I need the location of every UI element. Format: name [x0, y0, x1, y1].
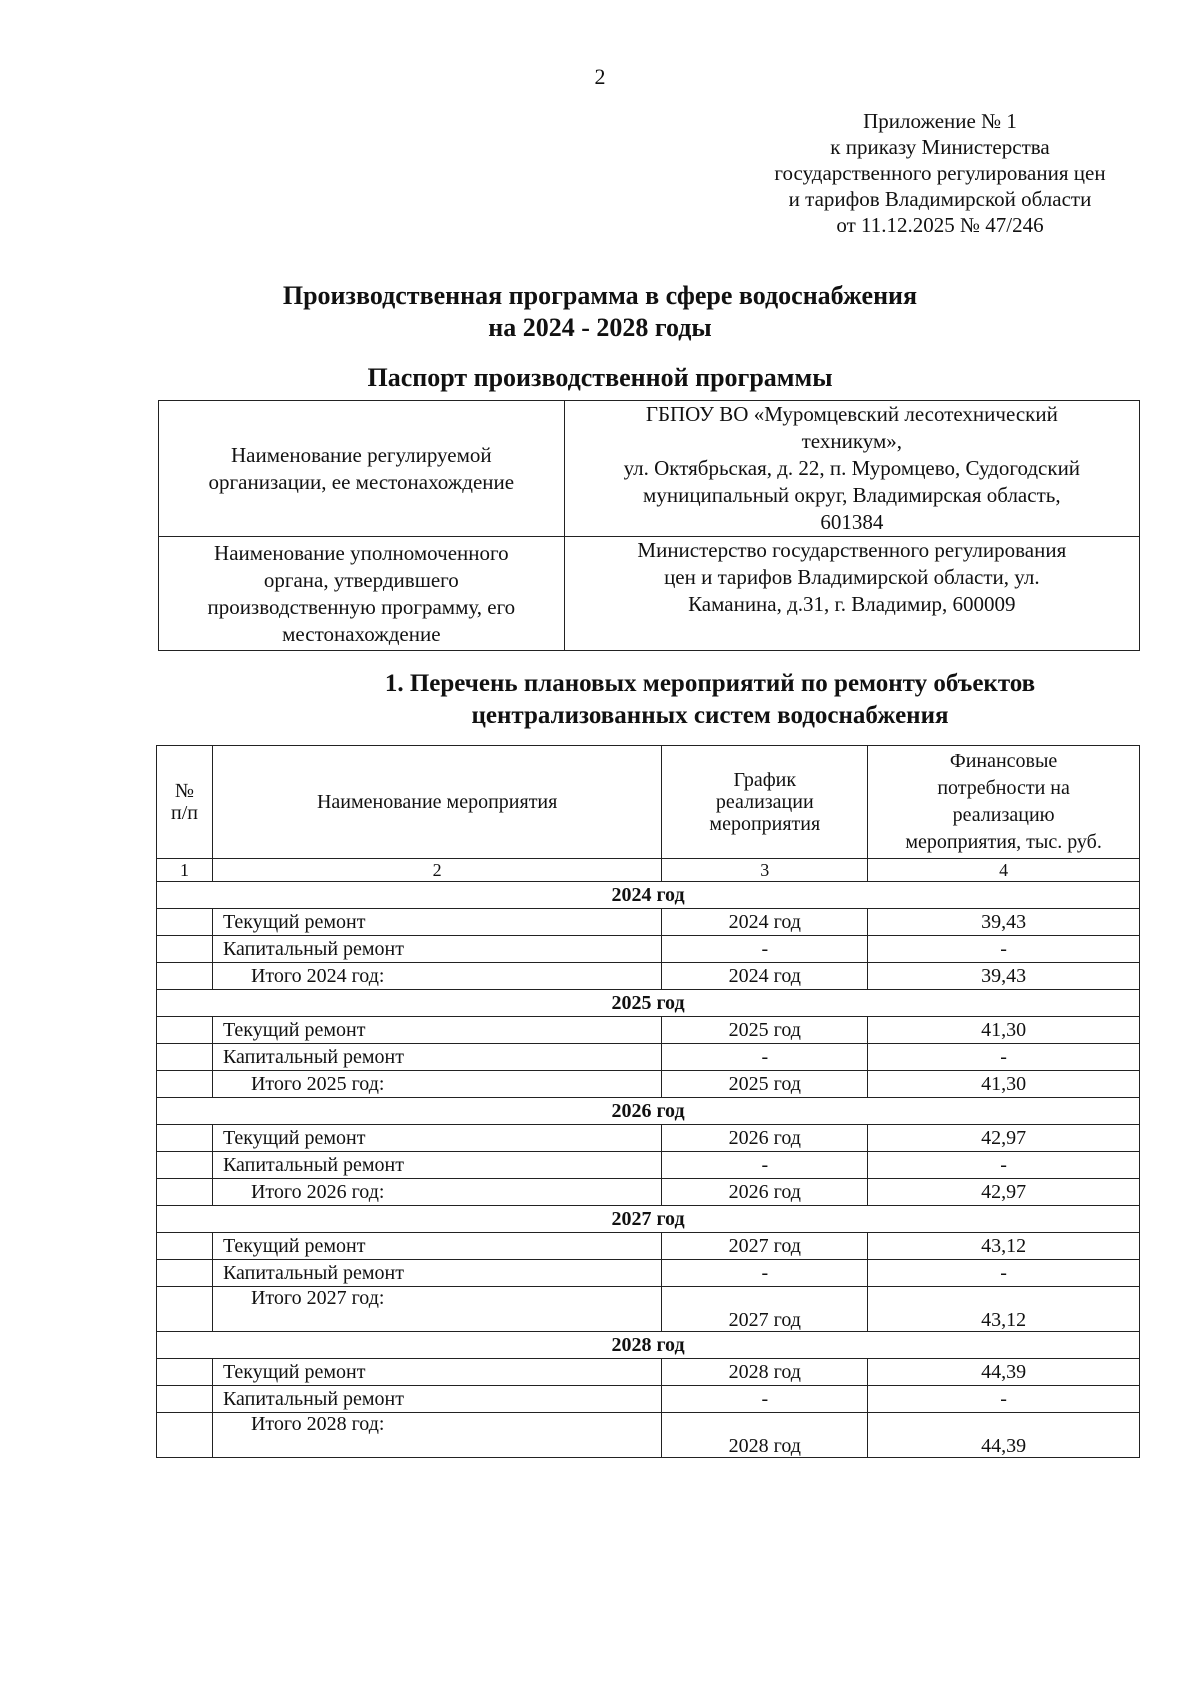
total-row — [157, 1179, 1140, 1206]
row-number-cell — [157, 909, 213, 936]
appendix-line: к приказу Министерства — [830, 135, 1050, 159]
column-number: 1 — [157, 859, 213, 882]
total-row — [157, 1413, 1140, 1458]
table-row — [157, 1125, 1140, 1152]
header-finance — [868, 746, 1140, 859]
column-number: 4 — [868, 859, 1140, 882]
passport-label-line: местонахождение — [282, 621, 441, 646]
year-title: 2027 год — [157, 1206, 1140, 1233]
measure-name: Капитальный ремонт — [212, 1152, 661, 1179]
amount-cell: 43,12 — [868, 1233, 1140, 1260]
header-line: п/п — [170, 802, 198, 824]
appendix-line: и тарифов Владимирской области — [788, 187, 1092, 211]
measure-name: Итого 2026 год: — [212, 1179, 661, 1206]
column-numbers-row — [157, 859, 1140, 882]
appendix-line: от 11.12.2025 № 47/246 — [836, 213, 1044, 237]
passport-value-cell — [564, 537, 1139, 651]
year-header-row — [157, 990, 1140, 1017]
schedule-cell: 2025 год — [662, 1071, 868, 1098]
header-num — [157, 746, 213, 859]
row-number-cell — [157, 1179, 213, 1206]
column-number: 3 — [662, 859, 868, 882]
measure-name: Итого 2028 год: — [212, 1413, 661, 1458]
schedule-cell: 2024 год — [662, 963, 868, 990]
schedule-cell: 2028 год — [662, 1413, 868, 1458]
amount-cell: 41,30 — [868, 1071, 1140, 1098]
section-title-line: централизованных систем водоснабжения — [471, 702, 949, 729]
passport-value-line: цен и тарифов Владимирской области, ул. — [664, 565, 1040, 589]
document-title — [0, 280, 1200, 344]
passport-row-authority — [159, 537, 1140, 651]
row-number-cell — [157, 1260, 213, 1287]
schedule-cell: 2027 год — [662, 1233, 868, 1260]
header-line: График — [733, 769, 797, 791]
total-row — [157, 963, 1140, 990]
passport-label-cell — [159, 401, 565, 537]
appendix-block — [720, 108, 1160, 238]
table-row — [157, 1260, 1140, 1287]
table-row — [157, 1017, 1140, 1044]
row-number-cell — [157, 1125, 213, 1152]
appendix-line: Приложение № 1 — [863, 109, 1017, 133]
passport-label-line: Наименование регулируемой — [231, 442, 492, 467]
row-number-cell — [157, 1413, 213, 1458]
passport-value-line: Министерство государственного регулирования — [637, 538, 1067, 562]
title-line: Производственная программа в сфере водоснабжения — [282, 281, 918, 310]
passport-table — [158, 400, 1140, 651]
schedule-cell: 2027 год — [662, 1287, 868, 1332]
row-number-cell — [157, 1071, 213, 1098]
row-number-cell — [157, 936, 213, 963]
total-row — [157, 1287, 1140, 1332]
title-line: на 2024 - 2028 годы — [488, 313, 712, 342]
year-title: 2026 год — [157, 1098, 1140, 1125]
amount-cell: - — [868, 1044, 1140, 1071]
amount-cell: 41,30 — [868, 1017, 1140, 1044]
passport-label-line: производственную программу, его — [207, 594, 516, 619]
row-number-cell — [157, 963, 213, 990]
schedule-cell: 2026 год — [662, 1125, 868, 1152]
table-row — [157, 1152, 1140, 1179]
header-line: Финансовые — [949, 750, 1058, 772]
passport-value-line: ГБПОУ ВО «Муромцевский лесотехнический — [645, 402, 1058, 426]
row-number-cell — [157, 1386, 213, 1413]
table-row — [157, 1044, 1140, 1071]
header-schedule — [662, 746, 868, 859]
year-title: 2025 год — [157, 990, 1140, 1017]
schedule-cell: - — [662, 936, 868, 963]
appendix-line: государственного регулирования цен — [774, 161, 1106, 185]
measure-name: Текущий ремонт — [212, 909, 661, 936]
schedule-cell: 2028 год — [662, 1359, 868, 1386]
amount-cell: - — [868, 1152, 1140, 1179]
year-header-row — [157, 1098, 1140, 1125]
year-header-row — [157, 882, 1140, 909]
header-line: мероприятия, тыс. руб. — [905, 831, 1102, 853]
measure-name: Капитальный ремонт — [212, 1260, 661, 1287]
measure-name: Итого 2024 год: — [212, 963, 661, 990]
year-header-row — [157, 1206, 1140, 1233]
amount-cell: 43,12 — [868, 1287, 1140, 1332]
measure-name: Капитальный ремонт — [212, 1386, 661, 1413]
section-title-line: 1. Перечень плановых мероприятий по ремонту объектов — [384, 670, 1036, 697]
measure-name: Итого 2027 год: — [212, 1287, 661, 1332]
plan-body — [157, 882, 1140, 1458]
table-row — [157, 909, 1140, 936]
measure-name: Текущий ремонт — [212, 1017, 661, 1044]
schedule-cell: - — [662, 1152, 868, 1179]
plan-table — [156, 745, 1140, 1458]
row-number-cell — [157, 1359, 213, 1386]
header-row — [157, 746, 1140, 859]
row-number-cell — [157, 1152, 213, 1179]
passport-title: Паспорт производственной программы — [367, 363, 833, 392]
table-row — [157, 936, 1140, 963]
header-line: реализацию — [952, 804, 1055, 826]
measure-name: Текущий ремонт — [212, 1233, 661, 1260]
schedule-cell: - — [662, 1044, 868, 1071]
passport-value-line: Каманина, д.31, г. Владимир, 600009 — [688, 592, 1016, 616]
header-line: № — [174, 780, 195, 802]
schedule-cell: - — [662, 1260, 868, 1287]
page-number: 2 — [594, 64, 606, 89]
passport-value-cell — [564, 401, 1139, 537]
year-header-row — [157, 1332, 1140, 1359]
column-number: 2 — [212, 859, 661, 882]
table-row — [157, 1233, 1140, 1260]
row-number-cell — [157, 1287, 213, 1332]
amount-cell: 42,97 — [868, 1125, 1140, 1152]
passport-label-line: Наименование уполномоченного — [214, 540, 509, 565]
header-line: потребности на — [937, 777, 1070, 799]
amount-cell: - — [868, 936, 1140, 963]
header-line: мероприятия — [709, 813, 821, 835]
schedule-cell: 2025 год — [662, 1017, 868, 1044]
amount-cell: 42,97 — [868, 1179, 1140, 1206]
total-row — [157, 1071, 1140, 1098]
measure-name: Капитальный ремонт — [212, 1044, 661, 1071]
measure-name: Капитальный ремонт — [212, 936, 661, 963]
measure-name: Текущий ремонт — [212, 1359, 661, 1386]
passport-value-line: 601384 — [820, 510, 884, 534]
passport-label-line: органа, утвердившего — [263, 567, 459, 592]
amount-cell: 44,39 — [868, 1413, 1140, 1458]
row-number-cell — [157, 1233, 213, 1260]
passport-label-line: организации, ее местонахождение — [208, 469, 515, 494]
passport-value-line: техникум», — [801, 429, 902, 453]
section-1-title — [300, 668, 1120, 732]
schedule-cell: - — [662, 1386, 868, 1413]
amount-cell: - — [868, 1386, 1140, 1413]
passport-value-line: муниципальный округ, Владимирская область, — [643, 483, 1061, 507]
amount-cell: 39,43 — [868, 963, 1140, 990]
amount-cell: 44,39 — [868, 1359, 1140, 1386]
header-line: реализации — [715, 791, 814, 813]
amount-cell: - — [868, 1260, 1140, 1287]
header-name: Наименование мероприятия — [212, 746, 661, 859]
passport-row-organization — [159, 401, 1140, 537]
table-row — [157, 1359, 1140, 1386]
passport-label-cell — [159, 537, 565, 651]
amount-cell: 39,43 — [868, 909, 1140, 936]
row-number-cell — [157, 1044, 213, 1071]
table-row — [157, 1386, 1140, 1413]
measure-name: Текущий ремонт — [212, 1125, 661, 1152]
year-title: 2024 год — [157, 882, 1140, 909]
row-number-cell — [157, 1017, 213, 1044]
passport-value-line: ул. Октябрьская, д. 22, п. Муромцево, Судогодский — [623, 456, 1081, 480]
measure-name: Итого 2025 год: — [212, 1071, 661, 1098]
year-title: 2028 год — [157, 1332, 1140, 1359]
schedule-cell: 2026 год — [662, 1179, 868, 1206]
schedule-cell: 2024 год — [662, 909, 868, 936]
